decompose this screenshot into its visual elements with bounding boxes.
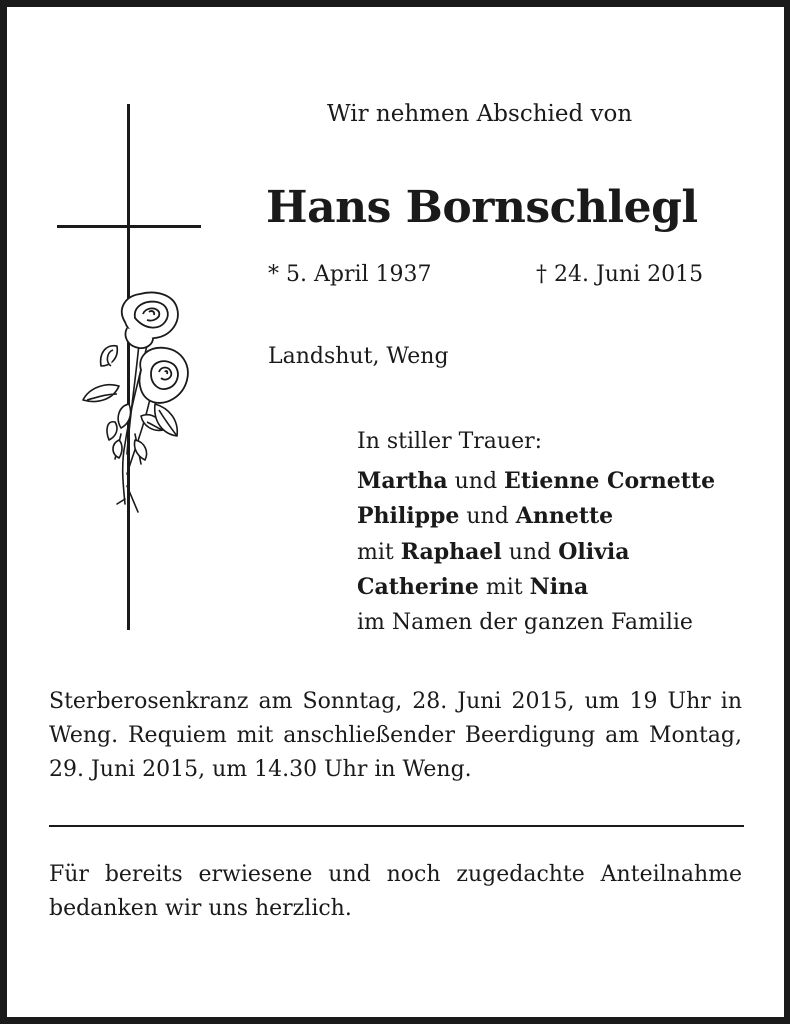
mourner-line	[357, 464, 715, 500]
mourner-line	[357, 499, 715, 535]
mourner-connector: im Namen der ganzen Familie	[357, 609, 693, 635]
mourners-label: In stiller Trauer:	[357, 429, 543, 454]
mourner-connector: mit	[357, 539, 401, 565]
birth-date: * 5. April 1937	[268, 262, 432, 287]
mourner-line	[357, 570, 715, 606]
mourner-connector: und	[459, 504, 516, 529]
mourner-name: Raphael	[400, 538, 502, 565]
mourner-name: Annette	[515, 503, 614, 529]
mourner-connector: und	[447, 468, 505, 494]
place-of-residence: Landshut, Weng	[268, 344, 449, 369]
intro-line: Wir nehmen Abschied von	[327, 101, 633, 127]
service-announcement: Sterberosenkranz am Sonntag, 28. Juni 2015, um 19 Uhr in Weng. Requiem mit anschließender Beerdigung am Montag, 29. Juni 2015, um 14.30 Uhr in Weng.	[49, 689, 742, 782]
mourner-connector: mit	[478, 575, 530, 600]
deceased-name: Hans Bornschlegl	[266, 182, 698, 233]
thanks-note: Für bereits erwiesene und noch zugedachte Anteilnahme bedanken wir uns herzlich.	[49, 862, 742, 921]
death-date: † 24. Juni 2015	[536, 262, 704, 287]
mourner-list	[357, 464, 715, 641]
mourner-name: Catherine	[357, 574, 479, 600]
mourner-line	[357, 535, 715, 571]
mourner-name: Nina	[529, 574, 589, 600]
cross-with-roses-icon	[55, 104, 205, 630]
mourner-connector: und	[501, 539, 559, 565]
mourner-name: Martha	[357, 467, 448, 494]
mourner-name: Olivia	[558, 538, 630, 565]
mourner-name: Etienne Cornette	[504, 467, 716, 494]
mourner-name: Philippe	[357, 503, 460, 529]
mourners-block	[357, 425, 715, 640]
mourner-line	[357, 606, 715, 641]
divider-line	[49, 825, 744, 827]
